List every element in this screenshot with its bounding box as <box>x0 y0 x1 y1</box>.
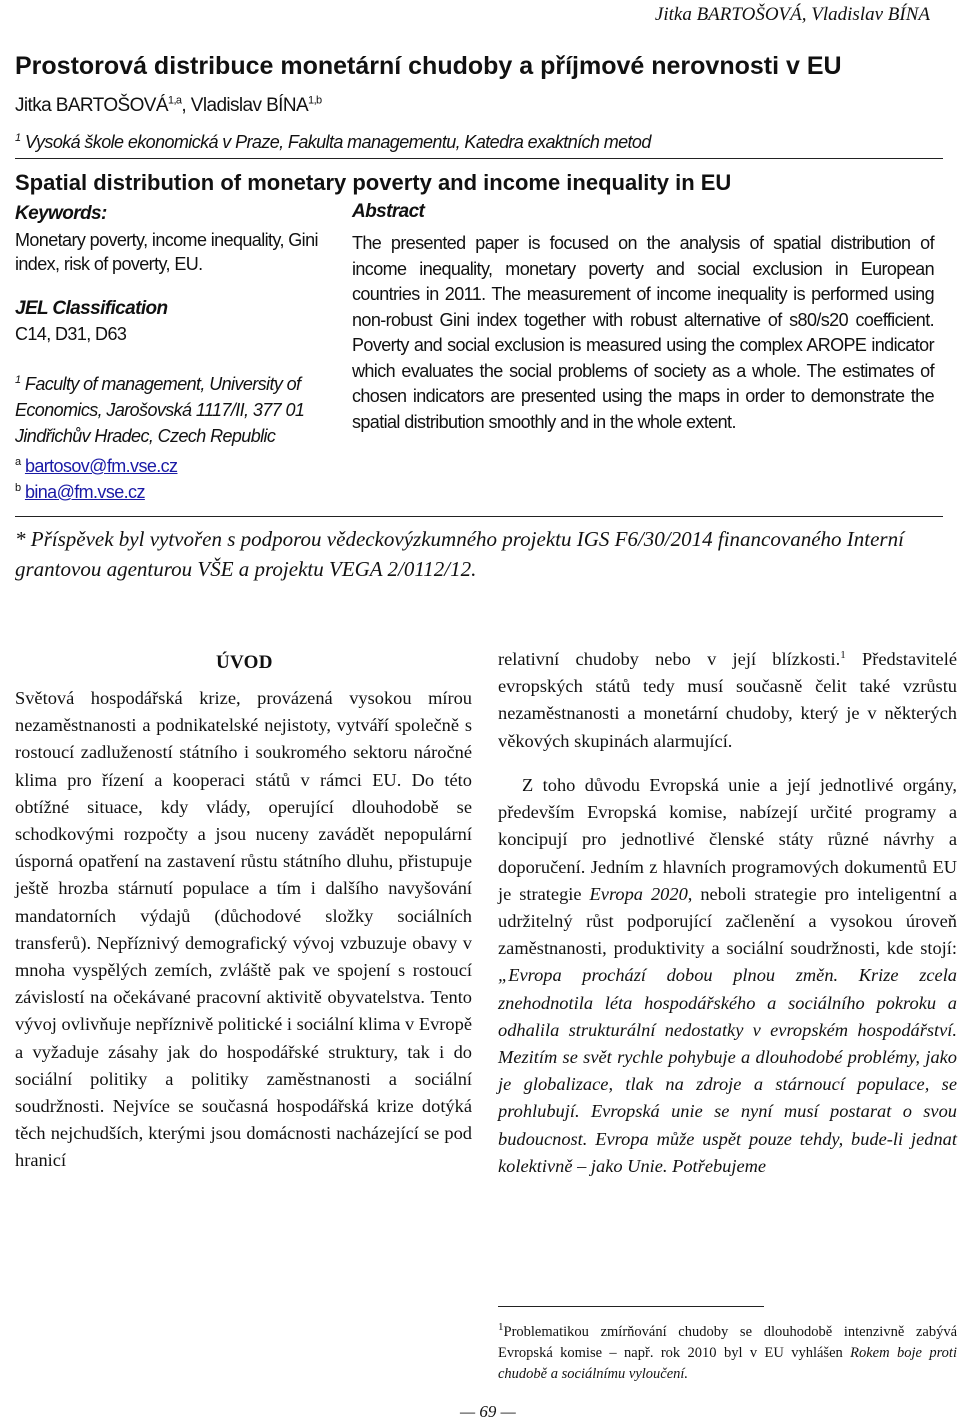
email-a-sup: a <box>15 456 21 468</box>
affiliation-cz <box>15 132 651 153</box>
author-separator: , <box>181 95 191 116</box>
abstract-heading: Abstract <box>352 201 425 222</box>
side-affiliation <box>15 371 345 449</box>
title-czech: Prostorová distribuce monetární chudoby a příjmové nerovnosti v EU <box>15 52 842 80</box>
abstract-text: The presented paper is focused on the analysis of spatial distribution of income inequality, monetary poverty and social exclusion in European countries in 2011. The measurement of income inequality is performed using non-robust Gini index together with robust alternative of s80/s20 coefficient. Poverty and social exclusion is measured using the complex AROPE indicator which evaluates the social problems of society as a whole. The estimates of chosen indicators are presented using the maps in order to demonstrate the spatial distribution smoothly and in the whole extent. <box>352 233 934 432</box>
right-p2-text-b: , neboli strategie pro inteligentní a udržitelný růst podporující začlenění a vysokou úroveň zaměstnanosti, produktivity a sociální soudržnosti, kde stojí: <box>498 883 958 959</box>
email-b-line <box>15 482 145 503</box>
jel-heading: JEL Classification <box>15 298 168 319</box>
right-p2-text-a: Z toho důvodu Evropská unie a její jednotlivé orgány, především Evropská komise, nabízejí určité programy a koncipují pro jednotlivé členské státy různé návrhy a doporučení. Jedním z hlavních programových dokumentů EU je strategie <box>498 775 957 904</box>
middle-divider <box>15 516 943 517</box>
email-b-sup: b <box>15 482 21 494</box>
footnote <box>498 1322 957 1385</box>
right-p1-text-a: relativní chudoby nebo v její blízkosti. <box>498 649 841 669</box>
support-note: * Příspěvek byl vytvořen s podporou vědeckovýzkumného projektu IGS F6/30/2014 financovaného Interní grantovou agenturou VŠE a projektu VEGA 2/0112/12. <box>15 527 904 581</box>
affiliation-cz-sup: 1 <box>15 132 21 144</box>
author-1: Jitka BARTOŠOVÁ <box>15 95 168 116</box>
email-a-line <box>15 456 177 477</box>
keywords-text: Monetary poverty, income inequality, Gini index, risk of poverty, EU. <box>15 230 318 274</box>
author-2: Vladislav BÍNA <box>190 95 309 116</box>
side-affiliation-text: Faculty of management, University of Economics, Jarošovská 1117/II, 377 01 Jindřichův Hradec, Czech Republic <box>15 374 305 446</box>
body-column-right-paragraph-2 <box>498 772 957 1180</box>
footnote-ref-1: 1 <box>840 648 846 661</box>
email-a-link[interactable]: bartosov@fm.vse.cz <box>24 456 178 476</box>
affiliation-cz-text: Vysoká škole ekonomická v Praze, Fakulta managementu, Katedra exaktních metod <box>20 132 651 152</box>
title-english: Spatial distribution of monetary poverty and income inequality in EU <box>15 170 732 195</box>
right-p1-text-b: Představitelé evropských států tedy musí současně čelit také vzrůstu nezaměstnanosti a monetární chudoby, který je v některých věkových skupinách alarmující. <box>498 649 957 751</box>
footnote-sup: 1 <box>498 1321 504 1334</box>
page-number: — 69 — <box>460 1402 516 1421</box>
top-divider <box>15 158 943 159</box>
section-heading-uvod: ÚVOD <box>216 652 273 673</box>
footnote-text: Problematikou zmírňování chudoby se dlouhodobě intenzivně zabývá Evropská komise – např. rok 2010 byl v EU vyhlášen <box>498 1324 957 1361</box>
keywords-heading: Keywords: <box>15 203 107 224</box>
body-column-right-paragraph-1 <box>498 646 957 755</box>
footnote-divider <box>498 1306 764 1307</box>
email-b-link[interactable]: bina@fm.vse.cz <box>24 482 145 502</box>
author-1-sup: 1,a <box>167 94 182 107</box>
footnote-italic: Rokem boje proti chudobě a sociálnímu vyloučení. <box>498 1345 957 1382</box>
author-2-sup: 1,b <box>308 94 322 107</box>
right-p2-quote: „Evropa prochází dobou plnou změn. Krize zcela znehodnotila léta hospodářského a sociálního pokroku a odhalila strukturální nedostatky v evropském hospodářství. Mezitím se svět rychle pohybuje a dlouhodobé problémy, jako je globalizace, tlak na zdroje a stárnoucí populace, se prohlubují. Evropská unie se nyní musí postarat o svou budoucnost. Evropa může uspět pouze tehdy, bude-li jednat kolektivně – jako Unie. Potřebujeme <box>498 965 957 1176</box>
body-column-left: Světová hospodářská krize, provázená vysokou mírou nezaměstnanosti a podnikatelské nejistoty, vytváří společně s rostoucí zadlužeností státního i soukromého sektoru náročné klima pro řízení a kooperaci států v rámci EU. Do této obtížné situace, kdy vlády, operující dlouhodobě se schodkovými rozpočty a jsou nuceny zavádět nepopulární úsporná opatření na zastavení růstu státního dluhu, přistupuje ještě hrozba stárnutí populace a tím i dalšího navyšování mandatorních výdajů (důchodové složky sociálních transferů). Nepříznivý demografický vývoj vzbuzuje obavy v mnoha vyspělých zemích, zvláště pak ve spojení s rostoucí závislostí na očekávané pracovní aktivitě obyvatelstva. Tento vývoj ovlivňuje nepříznivě politické i sociální klima v Evropě a vyžaduje zásahy jak do hospodářské struktury, tak i do sociální politiky a politiky zaměstnanosti a sociální soudržnosti. Nejvíce se současná hospodářská krize dotýká těch nejchudších, kterými jsou domácnosti nacházející se pod hranicí <box>15 688 472 1171</box>
side-affiliation-sup: 1 <box>15 374 21 386</box>
authors-line <box>15 95 322 117</box>
jel-codes: C14, D31, D63 <box>15 324 127 344</box>
right-p2-italic-1: Evropa 2020 <box>589 883 688 904</box>
running-header: Jitka BARTOŠOVÁ, Vladislav BÍNA <box>654 4 930 25</box>
